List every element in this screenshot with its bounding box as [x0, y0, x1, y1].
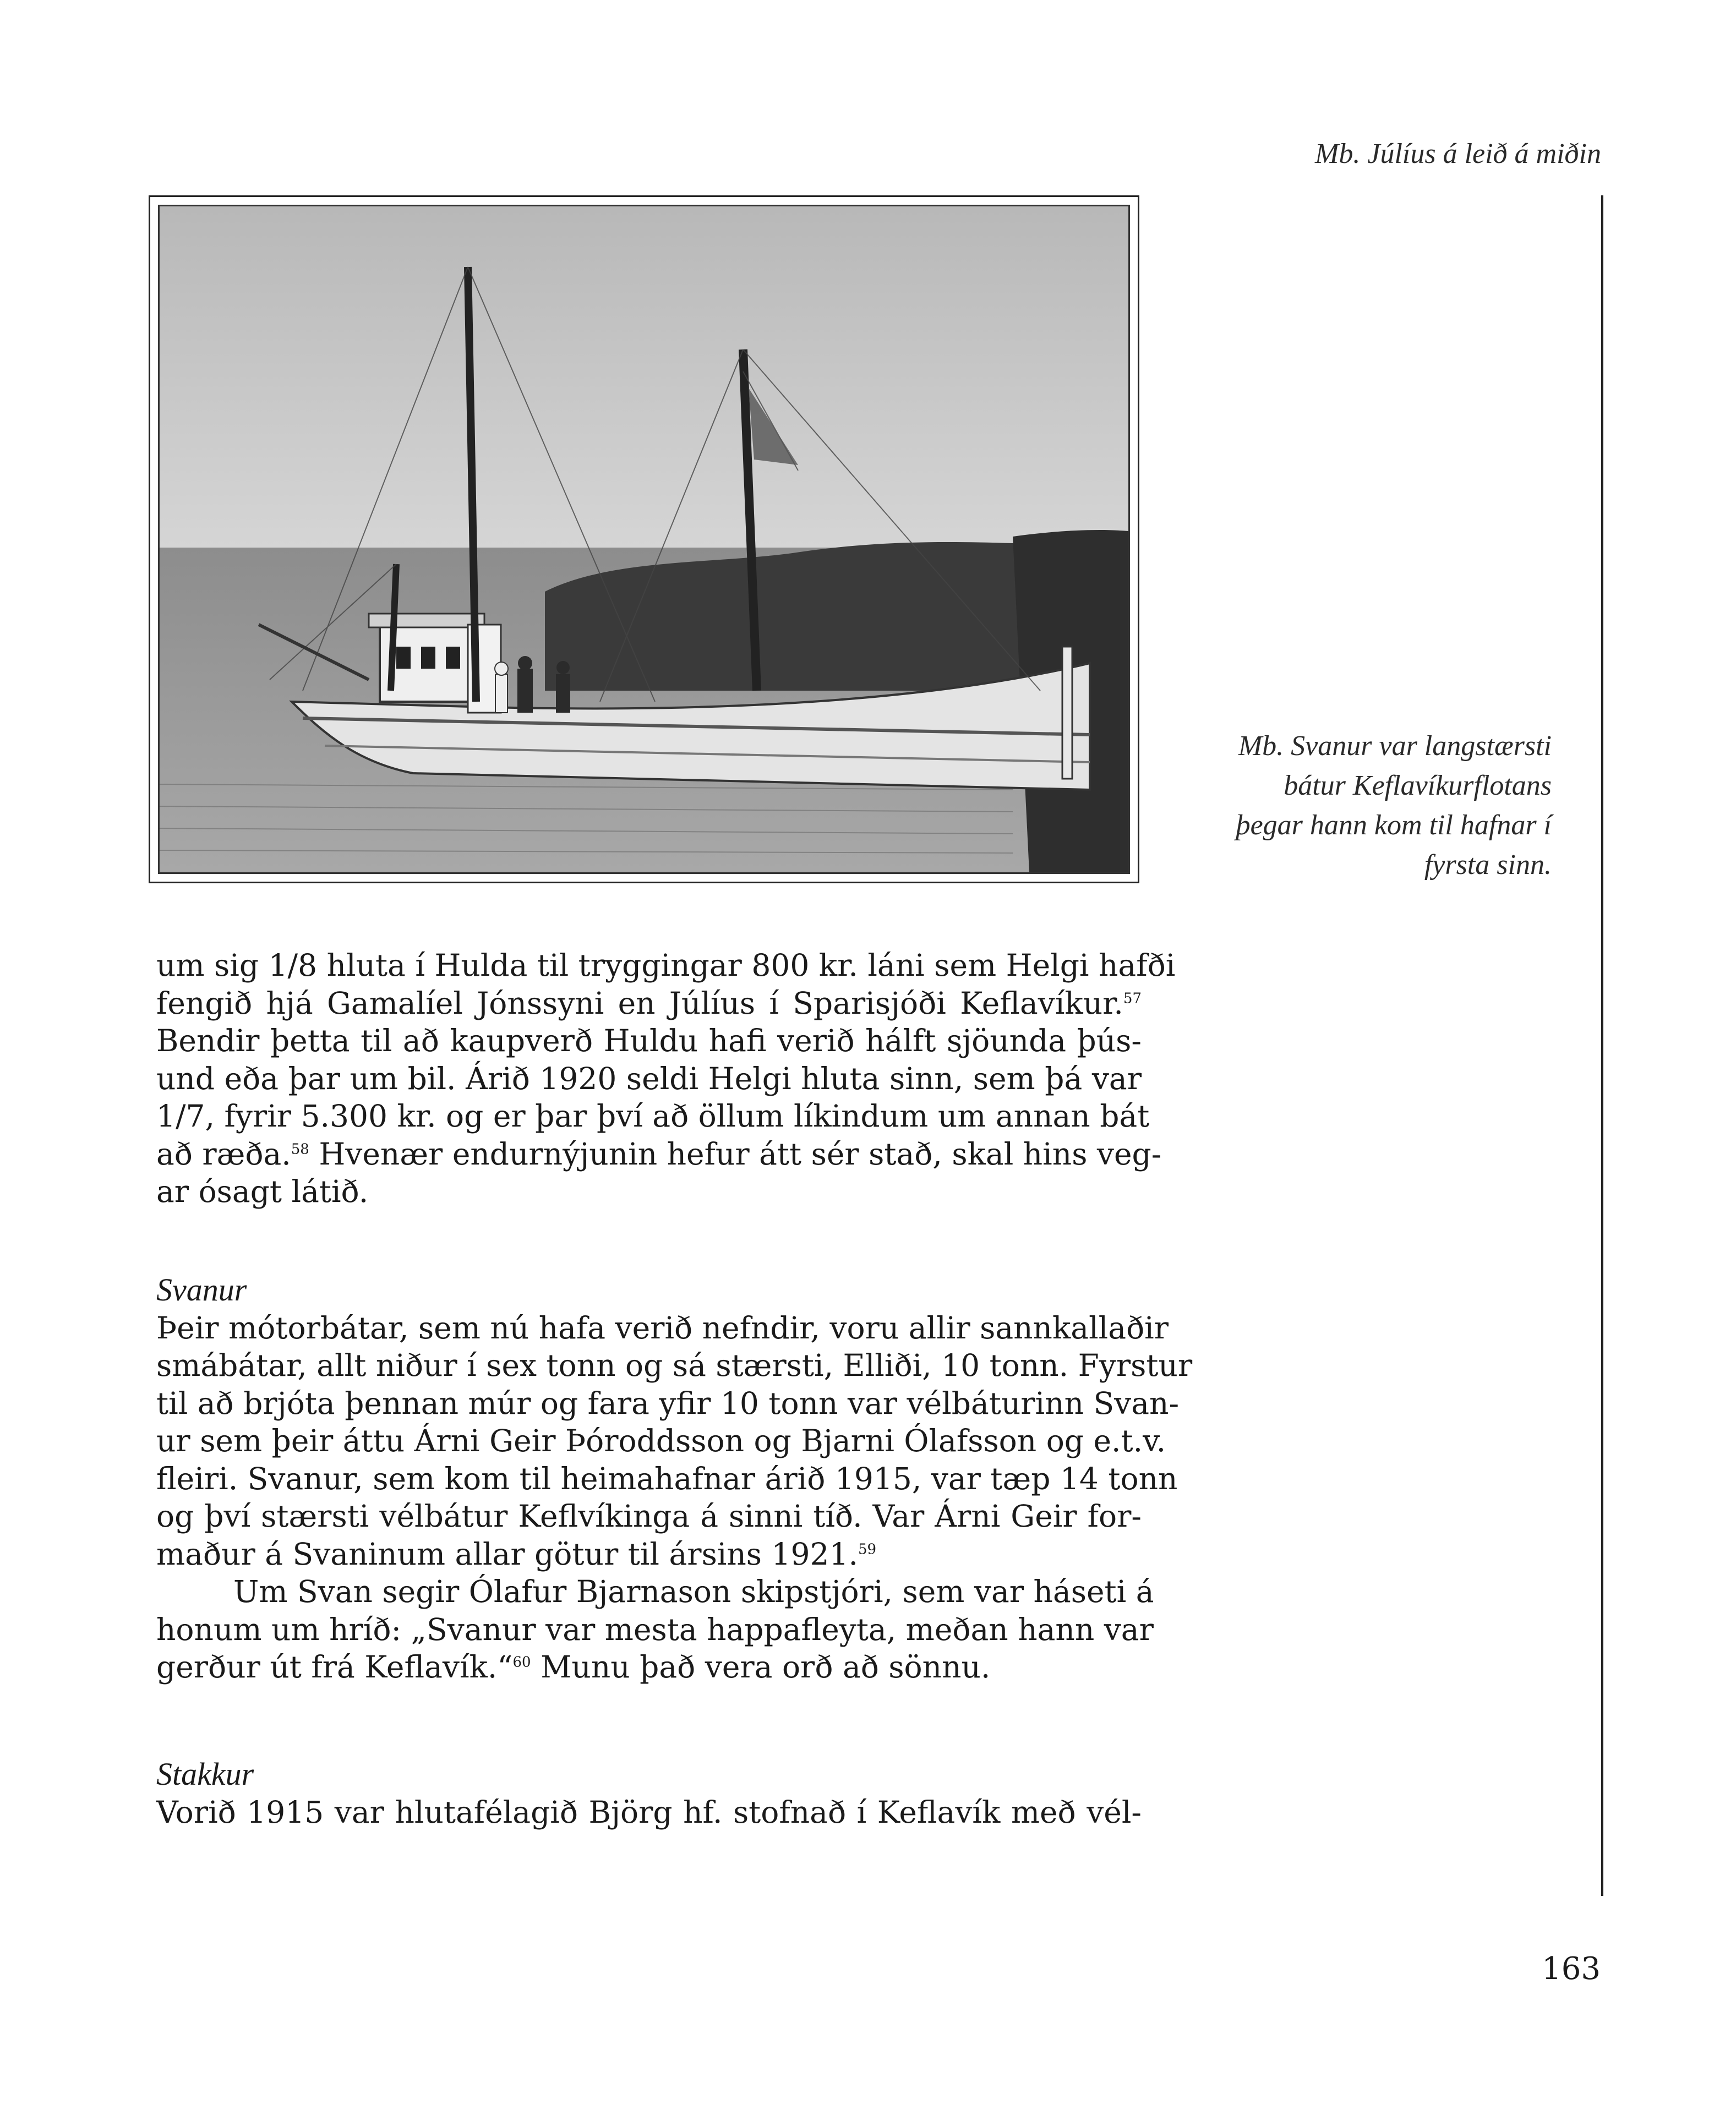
- text-line: gerður út frá Keflavík.“$^{60}$ Munu það vera orð að sönnu.: [156, 1649, 991, 1685]
- text-line: ar ósagt látið.: [156, 1174, 369, 1209]
- text-line: og því stærsti vélbátur Keflvíkinga á sinni tíð. Var Árni Geir for-: [156, 1499, 1142, 1534]
- text-line: ur sem þeir áttu Árni Geir Þóroddsson og Bjarni Ólafsson og e.t.v.: [156, 1423, 1166, 1458]
- footnote-ref: 58: [291, 1141, 309, 1158]
- boat-illustration: [160, 206, 1128, 872]
- text-line: Bendir þetta til að kaupverð Huldu hafi verið hálft sjöunda þús-: [156, 1023, 1142, 1058]
- footnote-ref: 60: [512, 1654, 531, 1671]
- section-heading-svanur: Svanur: [156, 1272, 247, 1308]
- text-line: maður á Svaninum allar götur til ársins 1921.59: [156, 1536, 877, 1572]
- text-line: Um Svan segir Ólafur Bjarnason skipstjóri, sem var háseti á: [233, 1574, 1154, 1609]
- footnote-ref: 59: [858, 1541, 877, 1558]
- caption-line: fyrsta sinn.: [1424, 849, 1552, 881]
- page-number: 163: [1542, 1951, 1601, 1987]
- text-line: Vorið 1915 var hlutafélagið Björg hf. stofnað í Keflavík með vél-: [156, 1794, 1142, 1830]
- text-line: að ræða.$^{58}$ Hvenær endurnýjunin hefur átt sér stað, skal hins veg-: [156, 1136, 1162, 1172]
- text-line: fleiri. Svanur, sem kom til heimahafnar árið 1915, var tæp 14 tonn: [156, 1461, 1178, 1496]
- section-heading-stakkur: Stakkur: [156, 1756, 254, 1792]
- caption-line: bátur Keflavíkurflotans: [1284, 770, 1552, 801]
- text-line: 1/7, fyrir 5.300 kr. og er þar því að öllum líkindum um annan bát: [156, 1098, 1150, 1134]
- text-line: Þeir mótorbátar, sem nú hafa verið nefndir, voru allir sannkallaðir: [156, 1310, 1169, 1346]
- section-stakkur: [156, 1756, 1142, 1831]
- footnote-ref: 57: [1123, 990, 1142, 1007]
- text-line: und eða þar um bil. Árið 1920 seldi Helgi hluta sinn, sem þá var: [156, 1060, 1142, 1096]
- caption-line: þegar hann kom til hafnar í: [1236, 810, 1552, 841]
- section-svanur: [156, 1271, 1193, 1686]
- caption-line: Mb. Svanur var langstærsti: [1238, 730, 1552, 762]
- text-line: fengið hjá Gamalíel Jónssyni en Júlíus í Sparisjóði Keflavíkur.$^{57}$: [156, 985, 1142, 1021]
- text-line: um sig 1/8 hluta í Hulda til tryggingar 800 kr. láni sem Helgi hafði: [156, 948, 1176, 983]
- running-header: Mb. Júlíus á leið á miðin: [1315, 138, 1601, 170]
- photo-caption: [1155, 726, 1552, 885]
- text-line: til að brjóta þennan múr og fara yfir 10 tonn var vélbáturinn Svan-: [156, 1385, 1180, 1421]
- text-line: smábátar, allt niður í sex tonn og sá stærsti, Elliði, 10 tonn. Fyrstur: [156, 1348, 1193, 1383]
- photo-frame: [149, 195, 1139, 883]
- text-line: honum um hríð: „Svanur var mesta happafleyta, meðan hann var: [156, 1611, 1154, 1647]
- margin-rule: [1601, 195, 1603, 1896]
- boat-photo: [158, 205, 1130, 874]
- paragraph-hulda: [156, 947, 1176, 1211]
